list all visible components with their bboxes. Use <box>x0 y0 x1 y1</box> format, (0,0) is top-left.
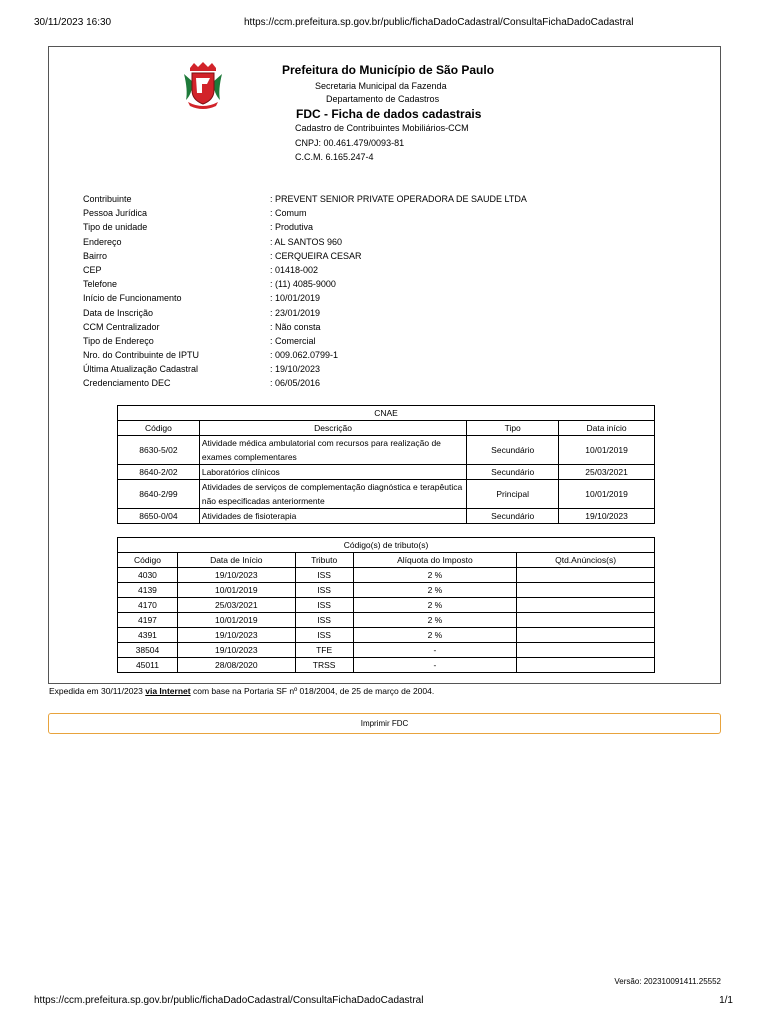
tributo-qtd-anuncios <box>517 598 655 613</box>
tributo-data-inicio: 10/01/2019 <box>177 613 295 628</box>
tributo-aliquota: - <box>353 643 517 658</box>
cnae-descricao: Laboratórios clínicos <box>199 465 466 480</box>
field-label: CEP <box>83 264 102 275</box>
field-label: Última Atualização Cadastral <box>83 364 199 375</box>
tributos-rows <box>118 568 655 673</box>
cnae-data-inicio: 19/10/2023 <box>559 509 655 524</box>
field-label: Pessoa Jurídica <box>83 208 148 219</box>
field-label: Bairro <box>83 250 108 261</box>
tributo-data-inicio: 19/10/2023 <box>177 568 295 583</box>
cnae-descricao: Atividades de fisioterapia <box>199 509 466 524</box>
tributo-codigo: 45011 <box>118 658 178 673</box>
cnae-descricao: Atividades de serviços de complementação diagnóstica e terapêutica não especificadas anteriormente <box>199 480 466 509</box>
cnae-row <box>118 480 655 509</box>
print-footer-url: https://ccm.prefeitura.sp.gov.br/public/fichaDadoCadastral/ConsultaFichaDadoCadastral <box>34 995 424 1006</box>
field-value: : (11) 4085-9000 <box>270 279 336 290</box>
field-value: : 06/05/2016 <box>270 378 321 389</box>
tributos-header-qtd: Qtd.Anúncios(s) <box>517 553 655 568</box>
print-header-url: https://ccm.prefeitura.sp.gov.br/public/fichaDadoCadastral/ConsultaFichaDadoCadastral <box>244 17 634 28</box>
tributo-codigo: 4391 <box>118 628 178 643</box>
field-value: : Comum <box>270 208 307 219</box>
cnae-row <box>118 436 655 465</box>
tributo-row <box>118 583 655 598</box>
cnae-header-codigo: Código <box>118 421 200 436</box>
field-label: Nro. do Contribuinte de IPTU <box>83 350 200 361</box>
field-value: : Não consta <box>270 321 321 332</box>
cnae-table <box>117 405 655 524</box>
field-value: : 23/01/2019 <box>270 307 321 318</box>
tributos-header-codigo: Código <box>118 553 178 568</box>
cnae-caption: CNAE <box>118 406 655 421</box>
expedida-note <box>49 686 434 696</box>
cadastro-subtitle: Cadastro de Contribuintes Mobiliários-CCM <box>295 123 469 133</box>
tributo-aliquota: - <box>353 658 517 673</box>
cnae-data-inicio: 10/01/2019 <box>559 436 655 465</box>
tributo-qtd-anuncios <box>517 628 655 643</box>
via-internet-link[interactable]: via Internet <box>145 686 191 696</box>
tributo-nome: TRSS <box>295 658 353 673</box>
tributo-data-inicio: 28/08/2020 <box>177 658 295 673</box>
tributo-aliquota: 2 % <box>353 628 517 643</box>
field-label: Contribuinte <box>83 194 132 204</box>
tributo-qtd-anuncios <box>517 583 655 598</box>
cnae-data-inicio: 25/03/2021 <box>559 465 655 480</box>
tributo-nome: TFE <box>295 643 353 658</box>
tributo-nome: ISS <box>295 598 353 613</box>
field-label: Endereço <box>83 236 122 247</box>
tributos-header-tributo: Tributo <box>295 553 353 568</box>
fdc-sheet <box>48 46 721 684</box>
tributo-nome: ISS <box>295 583 353 598</box>
cnae-codigo: 8630-5/02 <box>118 436 200 465</box>
tributos-header-data: Data de Início <box>177 553 295 568</box>
tributo-aliquota: 2 % <box>353 568 517 583</box>
tributo-row <box>118 628 655 643</box>
tributo-qtd-anuncios <box>517 658 655 673</box>
tributo-qtd-anuncios <box>517 613 655 628</box>
prefeitura-title: Prefeitura do Município de São Paulo <box>282 63 495 77</box>
tributo-codigo: 4170 <box>118 598 178 613</box>
print-fdc-button[interactable]: Imprimir FDC <box>48 713 721 734</box>
field-value: : 009.062.0799-1 <box>270 350 339 361</box>
print-datetime: 30/11/2023 16:30 <box>34 17 112 28</box>
tributos-caption: Código(s) de tributo(s) <box>118 538 655 553</box>
tributo-aliquota: 2 % <box>353 598 517 613</box>
field-value: : 01418-002 <box>270 264 319 275</box>
tributos-table <box>117 537 655 673</box>
field-value: : AL SANTOS 960 <box>270 236 343 247</box>
tributo-nome: ISS <box>295 568 353 583</box>
print-page-number: 1/1 <box>719 995 733 1006</box>
tributo-nome: ISS <box>295 613 353 628</box>
cnae-codigo: 8640-2/02 <box>118 465 200 480</box>
tributo-qtd-anuncios <box>517 568 655 583</box>
tributos-header-aliquota: Alíquota do Imposto <box>353 553 517 568</box>
cnae-tipo: Secundário <box>467 465 559 480</box>
field-label: Tipo de Endereço <box>83 335 154 346</box>
cnae-data-inicio: 10/01/2019 <box>559 480 655 509</box>
cnae-tipo: Principal <box>467 480 559 509</box>
page-title: FDC - Ficha de dados cadastrais <box>296 107 482 121</box>
field-label: CCM Centralizador <box>83 321 160 332</box>
cnae-header-descricao: Descrição <box>199 421 466 436</box>
expedida-prefix: Expedida em 30/11/2023 <box>49 686 146 696</box>
tributo-codigo: 4197 <box>118 613 178 628</box>
secretaria-label: Secretaria Municipal da Fazenda <box>315 81 447 91</box>
cnae-header-tipo: Tipo <box>467 421 559 436</box>
field-label: Telefone <box>83 279 118 290</box>
cnae-row <box>118 509 655 524</box>
tributo-row <box>118 568 655 583</box>
tributo-row <box>118 658 655 673</box>
field-value: : 19/10/2023 <box>270 364 321 375</box>
tributo-aliquota: 2 % <box>353 613 517 628</box>
expedida-suffix: com base na Portaria SF nº 018/2004, de 25 de março de 2004. <box>190 686 435 696</box>
sao-paulo-coat-of-arms-icon <box>178 60 228 110</box>
field-value: : 10/01/2019 <box>270 293 321 304</box>
tributo-data-inicio: 19/10/2023 <box>177 643 295 658</box>
version-label: Versão: 202310091411.25552 <box>614 977 721 986</box>
cnae-descricao: Atividade médica ambulatorial com recursos para realização de exames complementares <box>199 436 466 465</box>
cnae-rows <box>118 436 655 524</box>
tributo-codigo: 4139 <box>118 583 178 598</box>
field-label: Tipo de unidade <box>83 222 148 233</box>
tributo-aliquota: 2 % <box>353 583 517 598</box>
cnae-tipo: Secundário <box>467 509 559 524</box>
tributo-row <box>118 598 655 613</box>
departamento-label: Departamento de Cadastros <box>326 94 440 104</box>
cnpj-label: CNPJ: 00.461.479/0093-81 <box>295 138 405 148</box>
tributo-data-inicio: 19/10/2023 <box>177 628 295 643</box>
tributo-nome: ISS <box>295 628 353 643</box>
field-label: Data de Inscrição <box>83 307 154 318</box>
tributo-qtd-anuncios <box>517 643 655 658</box>
field-value: : PREVENT SENIOR PRIVATE OPERADORA DE SAUDE LTDA <box>270 194 527 204</box>
tributo-data-inicio: 25/03/2021 <box>177 598 295 613</box>
tributo-row <box>118 643 655 658</box>
tributo-row <box>118 613 655 628</box>
cnae-header-data: Data início <box>559 421 655 436</box>
cnae-row <box>118 465 655 480</box>
cnae-codigo: 8650-0/04 <box>118 509 200 524</box>
tributo-codigo: 4030 <box>118 568 178 583</box>
tributo-data-inicio: 10/01/2019 <box>177 583 295 598</box>
field-label: Credenciamento DEC <box>83 378 171 389</box>
cnae-codigo: 8640-2/99 <box>118 480 200 509</box>
field-value: : CERQUEIRA CESAR <box>270 250 362 261</box>
tributo-codigo: 38504 <box>118 643 178 658</box>
field-value: : Produtiva <box>270 222 314 233</box>
field-label: Início de Funcionamento <box>83 293 182 304</box>
field-value: : Comercial <box>270 335 316 346</box>
cnae-tipo: Secundário <box>467 436 559 465</box>
ccm-label: C.C.M. 6.165.247-4 <box>295 152 374 162</box>
